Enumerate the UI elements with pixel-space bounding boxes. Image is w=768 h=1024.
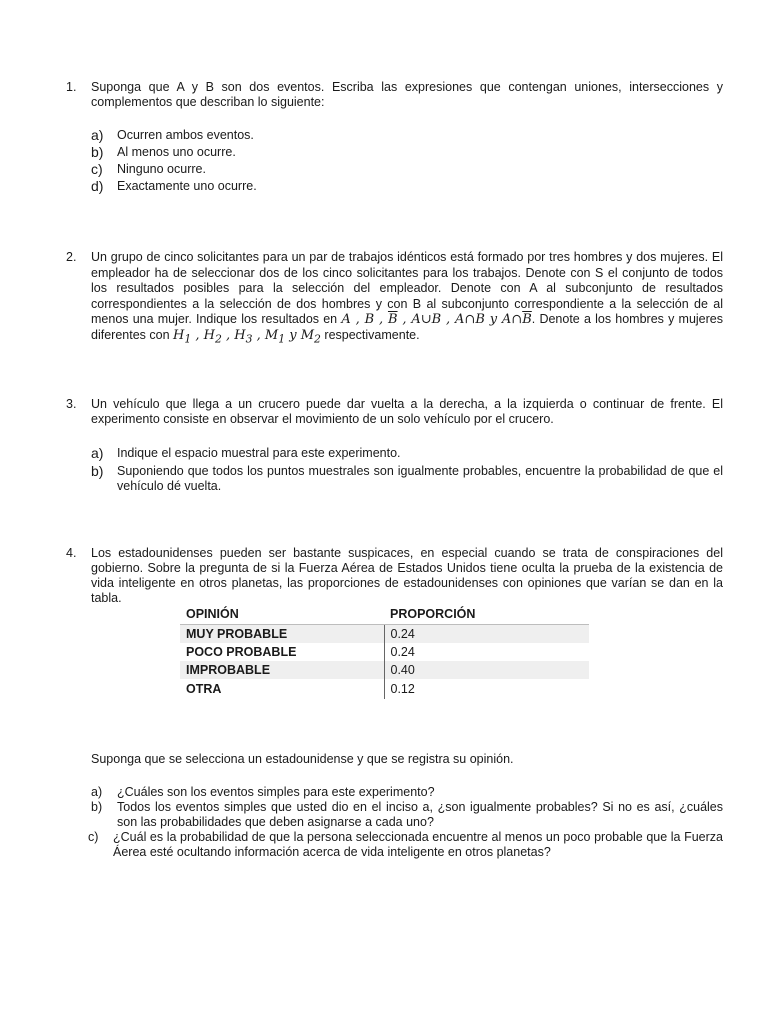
question-3 <box>66 397 723 427</box>
item-label: b) <box>91 463 104 479</box>
table-header-row <box>180 604 589 625</box>
table-cell: 0.40 <box>384 661 589 679</box>
table-cell: 0.24 <box>384 625 589 644</box>
table-row <box>180 679 589 699</box>
math-people: $H_1$ , $H_2$ , $H_3$ , $M_1$ y $M_2$ <box>173 327 321 346</box>
question-number: 2. <box>66 250 77 264</box>
item-label: a) <box>91 445 104 461</box>
question-3-options <box>91 446 723 494</box>
question-text: Suponga que A y B son dos eventos. Escriba las expresiones que contengan uniones, intersecciones y complementos que describan lo siguiente: <box>91 80 723 109</box>
table-cell: POCO PROBABLE <box>186 645 297 659</box>
question-text: Un vehículo que llega a un crucero puede dar vuelta a la derecha, a la izquierda o continuar de frente. El experimento consiste en observar el movimiento de un solo vehículo por el crucero. <box>91 397 723 426</box>
list-item <box>91 800 723 830</box>
column-header-opinion: OPINIÓN <box>180 604 384 625</box>
question-number: 3. <box>66 397 77 411</box>
list-item <box>91 145 723 160</box>
table-cell: IMPROBABLE <box>180 661 384 679</box>
item-text: ¿Cuáles son los eventos simples para este experimento? <box>117 785 435 799</box>
item-label: c) <box>91 161 103 177</box>
list-item <box>91 464 723 494</box>
table-cell: MUY PROBABLE <box>180 625 384 644</box>
column-header-proportion: PROPORCIÓN <box>384 604 589 625</box>
question-2 <box>66 250 723 347</box>
table-cell: 0.24 <box>384 643 589 661</box>
question-text <box>91 250 723 347</box>
item-label: a) <box>91 127 104 143</box>
item-label: b) <box>91 800 103 814</box>
item-text: ¿Cuál es la probabilidad de que la persona seleccionada encuentre al menos un poco probable que la Fuerza Áerea esté ocultando información acerca de vida inteligente en otros planetas? <box>113 830 723 859</box>
question-4 <box>66 546 723 606</box>
list-item <box>91 162 723 177</box>
table-cell: 0.12 <box>384 679 589 699</box>
item-text: Ninguno ocurre. <box>117 162 206 176</box>
item-label: d) <box>91 178 104 194</box>
question-number: 1. <box>66 80 77 94</box>
table-row <box>180 661 589 679</box>
item-label: a) <box>91 785 103 799</box>
question-text: Los estadounidenses pueden ser bastante suspicaces, en especial cuando se trata de conspiraciones del gobierno. Sobre la pregunta de si la Fuerza Aérea de Estados Unidos tiene oculta la prueba de la existencia de vida inteligente en otros planetas, las proporciones de estadounidenses con opiniones que varían se dan en la tabla. <box>91 546 723 605</box>
item-text: Ocurren ambos eventos. <box>117 128 254 142</box>
item-text: Al menos uno ocurre. <box>117 145 236 159</box>
question-number: 4. <box>66 546 77 560</box>
question-4-options <box>88 785 723 860</box>
list-item <box>88 830 723 860</box>
item-text: Indique el espacio muestral para este experimento. <box>117 446 401 460</box>
opinion-table <box>180 604 589 699</box>
question-4-paragraph: Suponga que se selecciona un estadounidense y que se registra su opinión. <box>91 752 514 766</box>
item-label: b) <box>91 144 104 160</box>
table-row <box>180 625 589 644</box>
question-text-start: Un grupo de cinco solicitantes para un par de trabajos idénticos está formado por tres hombres y dos mujeres. El empleador ha de seleccionar dos de los cinco solicitantes para los trabajos. Denote con S el conjunto de todos los resultados posibles para la selección del empleador. Denote con A al subconjunto de resultados correspondientes a la selección de dos hombres y con B al subconjunto correspondiente a la selección de al menos una mujer. Indique los resultados en <box>91 250 723 326</box>
list-item <box>91 446 723 461</box>
question-text-end: respectivamente. <box>324 327 420 342</box>
item-text: Exactamente uno ocurre. <box>117 179 257 193</box>
question-1-options <box>91 128 723 194</box>
math-sets: A , B , $\overline{B}$ , A∪B , A∩B y $A\cap\overline{B}$ <box>341 312 532 327</box>
item-text: Suponiendo que todos los puntos muestrales son igualmente probables, encuentre la probabilidad de que el vehículo dé vuelta. <box>117 464 723 493</box>
table-cell: OTRA <box>186 682 222 696</box>
list-item <box>91 179 723 194</box>
question-text-mid: . Denote a los hombres y mujeres diferentes con <box>91 312 723 342</box>
item-text: Todos los eventos simples que usted dio en el inciso a, ¿son igualmente probables? Si no es así, ¿cuáles son las probabilidades que deben asignarse a cada uno? <box>117 800 723 829</box>
question-1 <box>66 80 723 110</box>
list-item <box>91 785 723 800</box>
table-row <box>180 643 589 661</box>
item-label: c) <box>88 830 99 844</box>
list-item <box>91 128 723 143</box>
